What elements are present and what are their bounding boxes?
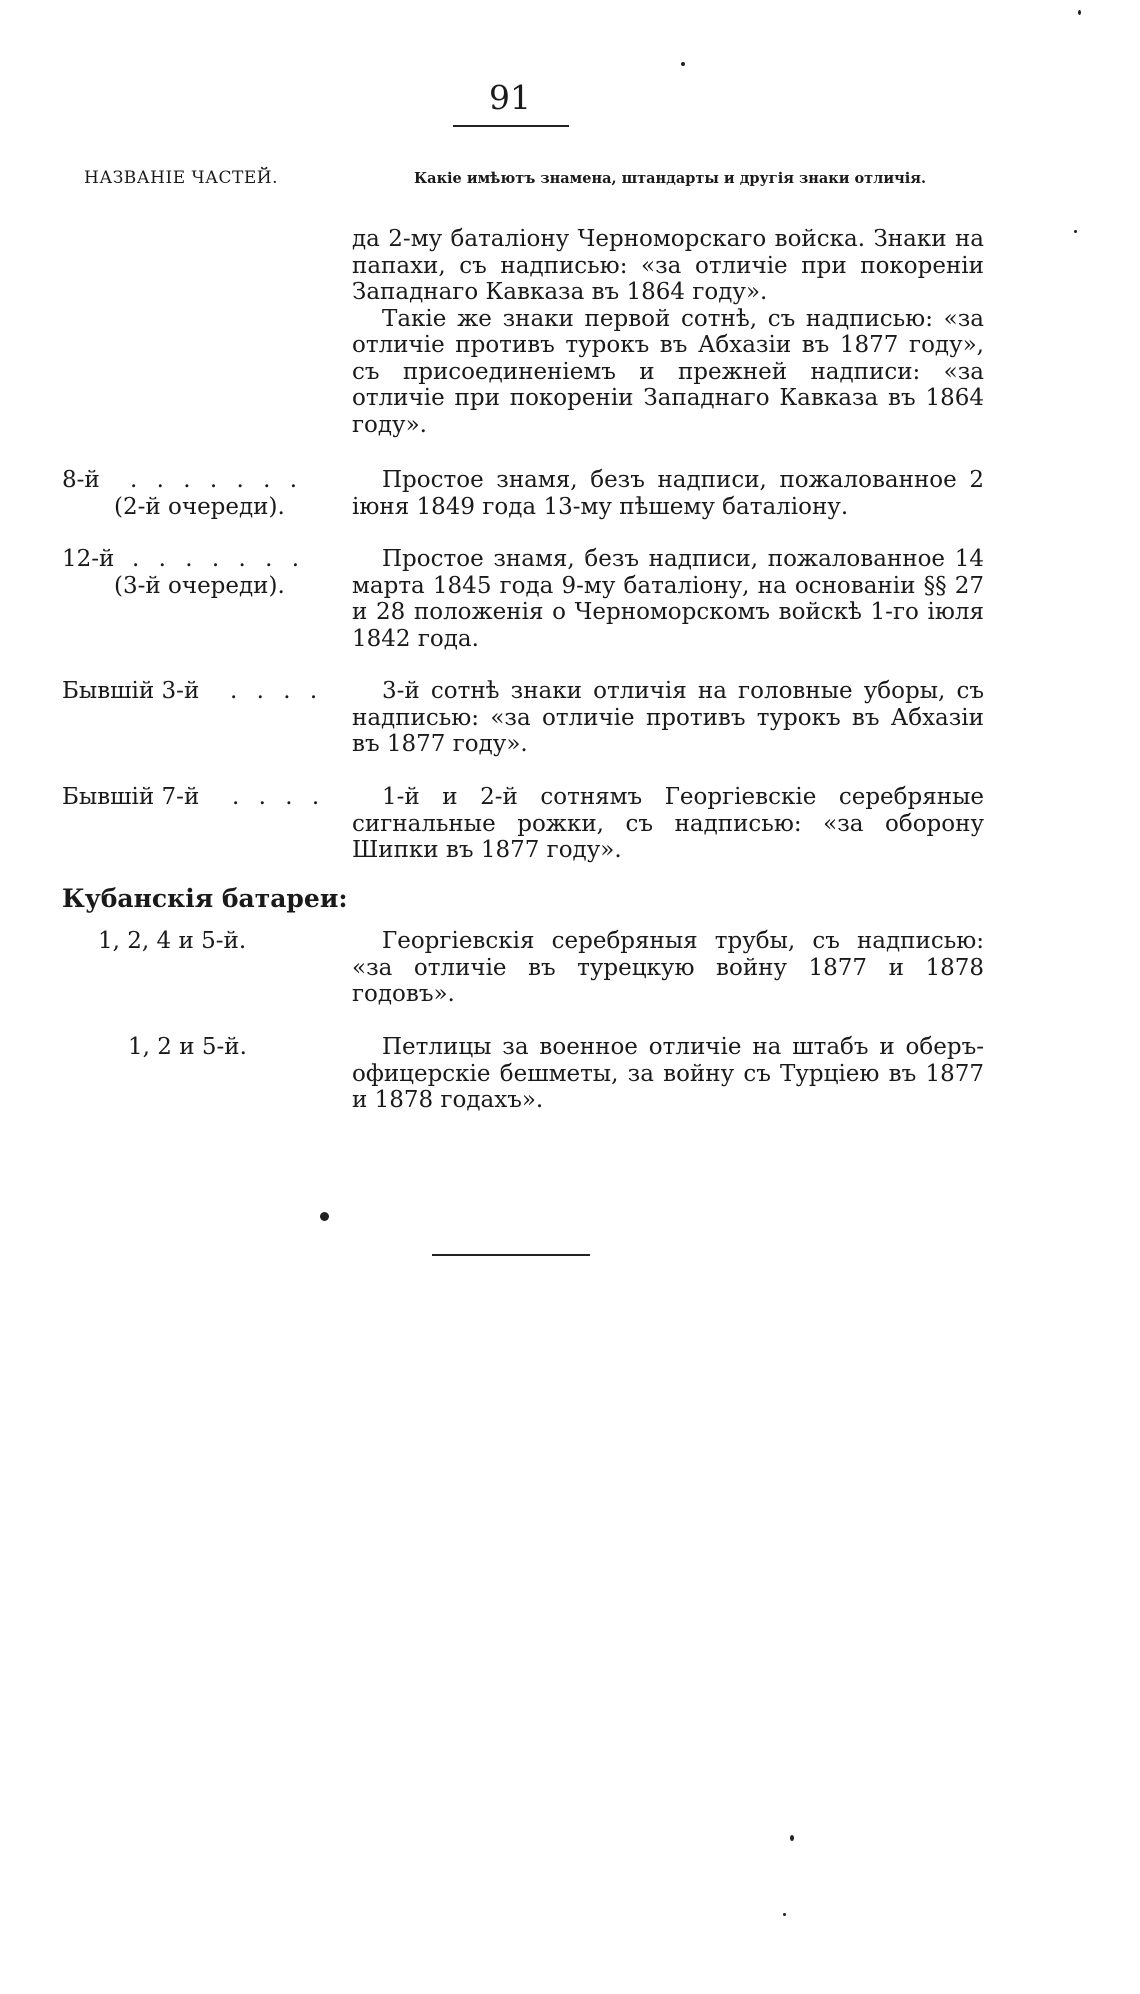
battery-label-1-2-5: 1, 2 и 5-й. bbox=[128, 1034, 247, 1060]
entry-paragraph: Простое знамя, безъ надписи, пожалованное 2 іюня 1849 года 13-му пѣшему баталіону. bbox=[352, 467, 984, 520]
entry-paragraph: Простое знамя, безъ надписи, пожалованное 14 марта 1845 года 9-му баталіону, на основаніи §§ 27 и 28 положенія о Черноморскомъ войскѣ 1-го іюля 1842 года. bbox=[352, 546, 984, 652]
entry-leader-dots: . . . . bbox=[230, 678, 324, 704]
entry-label-former-7: Бывшій 7-й bbox=[62, 784, 200, 810]
entry-sublabel: (2-й очереди). bbox=[114, 494, 285, 520]
entry-text-former-3 bbox=[352, 678, 984, 758]
battery-label-1-2-4-5: 1, 2, 4 и 5-й. bbox=[98, 928, 247, 954]
entry-paragraph: 1-й и 2-й сотнямъ Георгіевскіе серебряные сигнальные рожки, съ надписью: «за оборону Шипки въ 1877 году». bbox=[352, 784, 984, 863]
intro-paragraph: да 2-му баталіону Черноморскаго войска. Знаки на папахи, съ надписью: «за отличіе при покореніи Западнаго Кавказа въ 1864 году». bbox=[352, 226, 984, 305]
column-header-right: Какіе имѣютъ знамена, штандарты и другія знаки отличія. bbox=[413, 170, 927, 187]
entry-text-former-7 bbox=[352, 784, 984, 864]
scan-speck bbox=[681, 62, 685, 66]
intro-text bbox=[352, 226, 984, 438]
scan-speck bbox=[790, 1835, 794, 1841]
scan-speck bbox=[320, 1212, 329, 1221]
battery-text-1-2-5 bbox=[352, 1034, 984, 1114]
entry-sublabel: (3-й очереди). bbox=[114, 573, 285, 599]
scan-speck bbox=[783, 1913, 786, 1916]
entry-label-12: 12-й bbox=[62, 546, 115, 572]
battery-text-1-2-4-5 bbox=[352, 928, 984, 1008]
end-rule bbox=[432, 1254, 590, 1256]
column-header-left: НАЗВАНІЕ ЧАСТЕЙ. bbox=[84, 168, 279, 188]
entry-paragraph: Георгіевскія серебряныя трубы, съ надписью: «за отличіе въ турецкую войну 1877 и 1878 годовъ». bbox=[352, 928, 984, 1007]
page-number-rule bbox=[453, 125, 569, 127]
section-heading: Кубанскія батареи: bbox=[62, 884, 348, 913]
entry-text-12 bbox=[352, 546, 984, 652]
entry-leader-dots: . . . . . . . bbox=[132, 546, 306, 572]
page-number: 91 bbox=[489, 78, 531, 117]
entry-leader-dots: . . . . . . . bbox=[130, 467, 304, 493]
entry-label-8: 8-й bbox=[62, 467, 100, 493]
entry-text-8 bbox=[352, 467, 984, 520]
entry-paragraph: 3-й сотнѣ знаки отличія на головные уборы, съ надписью: «за отличіе противъ турокъ въ Абхазіи въ 1877 году». bbox=[352, 678, 984, 757]
scan-speck bbox=[1074, 230, 1077, 233]
entry-leader-dots: . . . . bbox=[232, 784, 326, 810]
entry-paragraph: Петлицы за военное отличіе на штабъ и оберъ-офицерскіе бешметы, за войну съ Турціею въ 1877 и 1878 годахъ». bbox=[352, 1034, 984, 1113]
scan-speck bbox=[1078, 10, 1081, 15]
intro-paragraph: Такіе же знаки первой сотнѣ, съ надписью: «за отличіе противъ турокъ въ Абхазіи въ 1877 году», съ присоединеніемъ и прежней надписи: «за отличіе при покореніи Западнаго Кавказа въ 1864 году». bbox=[352, 305, 984, 438]
entry-label-former-3: Бывшій 3-й bbox=[62, 678, 200, 704]
